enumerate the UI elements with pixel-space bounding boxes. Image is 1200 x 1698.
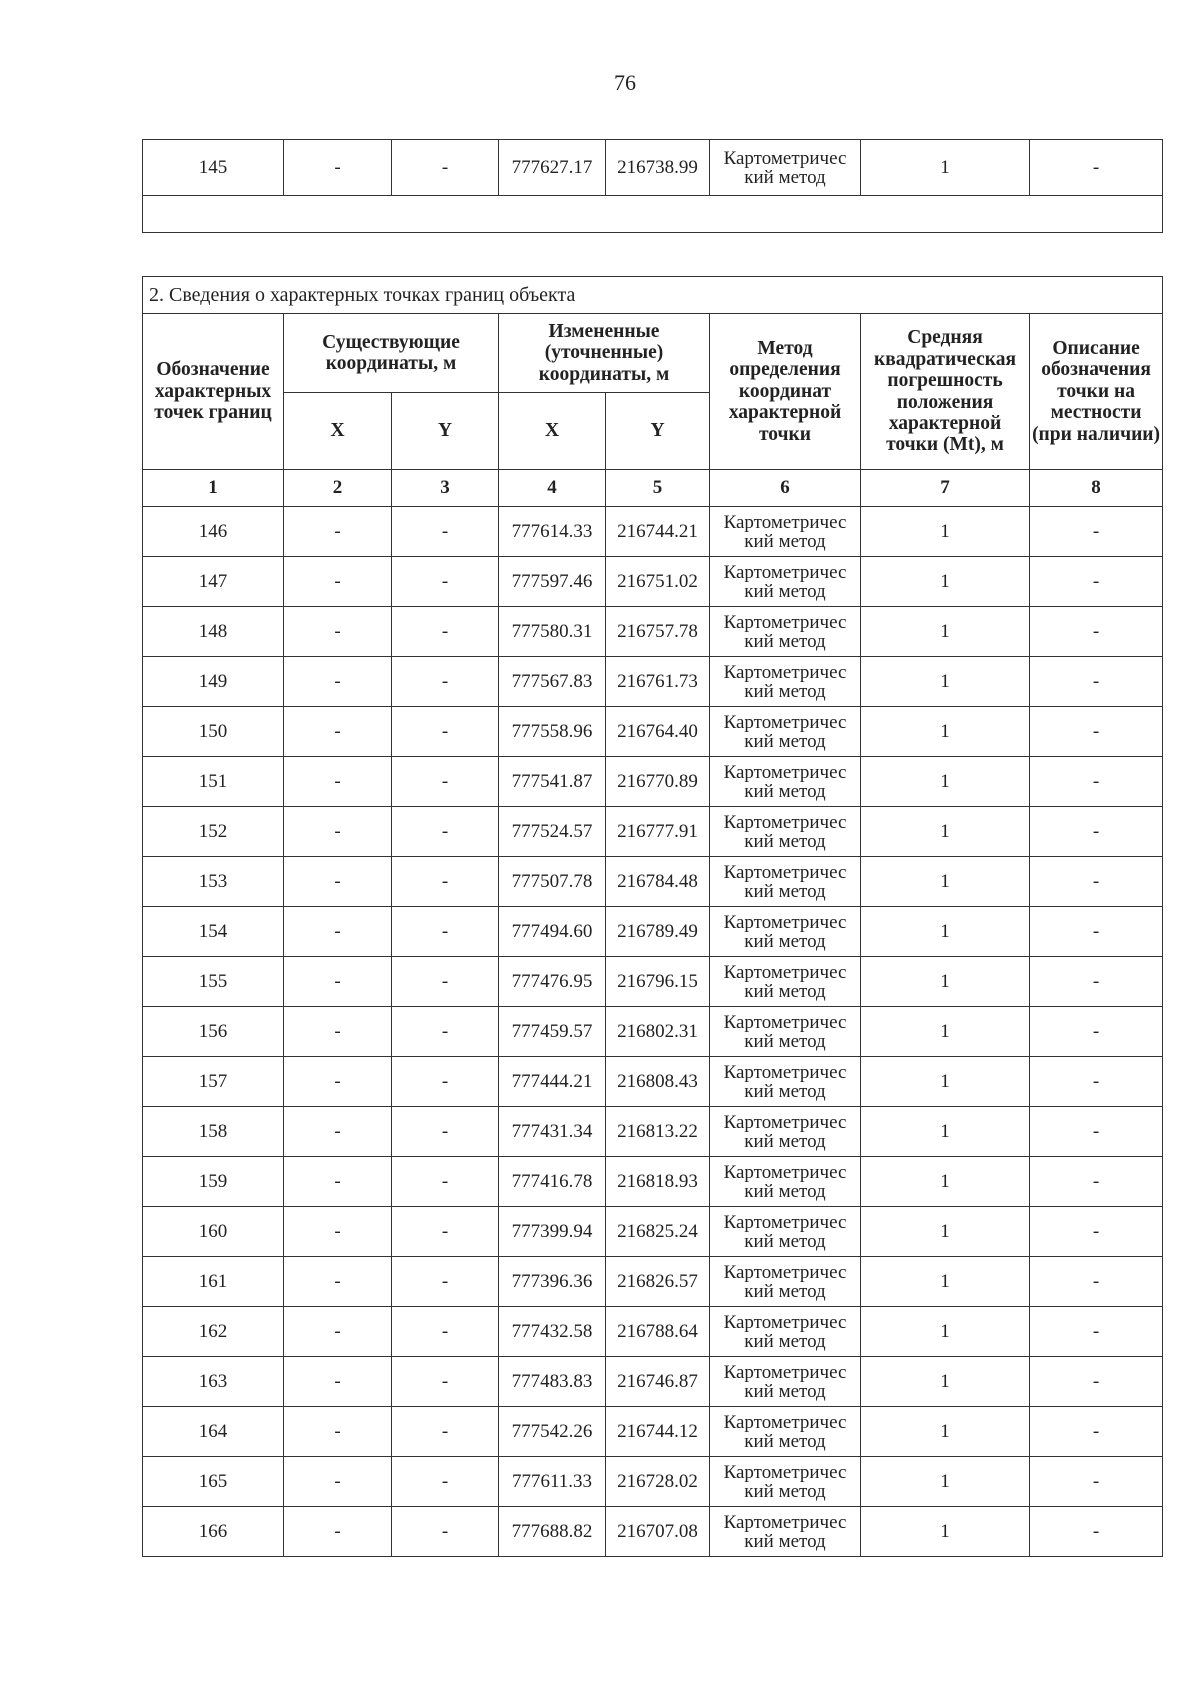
method-line2: кий метод <box>744 1180 826 1202</box>
method-line2: кий метод <box>744 530 826 552</box>
point-number: 147 <box>143 557 284 607</box>
method-line1: Картометричес <box>723 661 847 683</box>
method-line2: кий метод <box>744 1230 826 1252</box>
method-line2: кий метод <box>744 630 826 652</box>
point-description: - <box>1030 757 1163 807</box>
point-description: - <box>1030 1457 1163 1507</box>
method-line1: Картометричес <box>723 1361 847 1383</box>
column-number: 4 <box>499 470 606 507</box>
method-line1: Картометричес <box>723 611 847 633</box>
existing-y: - <box>392 1407 499 1457</box>
point-number: 160 <box>143 1207 284 1257</box>
mean-error: 1 <box>861 757 1030 807</box>
point-description: - <box>1030 140 1163 196</box>
point-number: 166 <box>143 1507 284 1557</box>
changed-x: 777688.82 <box>499 1507 606 1557</box>
mean-error: 1 <box>861 507 1030 557</box>
changed-x: 777524.57 <box>499 807 606 857</box>
point-number: 151 <box>143 757 284 807</box>
existing-y: - <box>392 857 499 907</box>
mean-error: 1 <box>861 1007 1030 1057</box>
header-row <box>143 314 1163 393</box>
method-line1: Картометричес <box>723 761 847 783</box>
method-cell <box>710 807 861 857</box>
method-line2: кий метод <box>744 1280 826 1302</box>
method-line2: кий метод <box>744 166 826 188</box>
existing-x: - <box>284 1257 392 1307</box>
table-row <box>143 707 1163 757</box>
method-line2: кий метод <box>744 680 826 702</box>
header-mean-error: Средняя квадратическая погрешность положения характерной точки (Mt), м <box>861 314 1030 470</box>
table-row <box>143 557 1163 607</box>
method-line2: кий метод <box>744 1030 826 1052</box>
continuation-table <box>142 139 1163 233</box>
method-line1: Картометричес <box>723 1111 847 1133</box>
existing-x: - <box>284 857 392 907</box>
method-line2: кий метод <box>744 930 826 952</box>
existing-x: - <box>284 707 392 757</box>
method-line1: Картометричес <box>723 1211 847 1233</box>
changed-y: 216744.21 <box>606 507 710 557</box>
changed-y: 216802.31 <box>606 1007 710 1057</box>
method-cell <box>710 657 861 707</box>
point-description: - <box>1030 807 1163 857</box>
method-line1: Картометричес <box>723 1061 847 1083</box>
point-number: 161 <box>143 1257 284 1307</box>
header-changed-coords: Измененные (уточненные) координаты, м <box>499 314 710 393</box>
header-point-designation: Обозначение характерных точек границ <box>143 314 284 470</box>
changed-y: 216746.87 <box>606 1357 710 1407</box>
changed-y: 216808.43 <box>606 1057 710 1107</box>
page-number: 76 <box>614 70 636 95</box>
header-y-existing: Y <box>392 393 499 470</box>
existing-y: - <box>392 557 499 607</box>
method-cell <box>710 707 861 757</box>
method-cell <box>710 1107 861 1157</box>
existing-y: - <box>392 140 499 196</box>
point-description: - <box>1030 707 1163 757</box>
point-number: 152 <box>143 807 284 857</box>
changed-x: 777614.33 <box>499 507 606 557</box>
changed-y: 216825.24 <box>606 1207 710 1257</box>
existing-x: - <box>284 1407 392 1457</box>
method-cell <box>710 957 861 1007</box>
existing-y: - <box>392 1007 499 1057</box>
column-number-row <box>143 470 1163 507</box>
method-line2: кий метод <box>744 1080 826 1102</box>
point-number: 146 <box>143 507 284 557</box>
existing-y: - <box>392 807 499 857</box>
changed-y: 216761.73 <box>606 657 710 707</box>
changed-x: 777580.31 <box>499 607 606 657</box>
empty-cell <box>143 196 1163 233</box>
changed-x: 777494.60 <box>499 907 606 957</box>
existing-x: - <box>284 1007 392 1057</box>
mean-error: 1 <box>861 1407 1030 1457</box>
table-row <box>143 1407 1163 1457</box>
method-cell <box>710 1157 861 1207</box>
existing-x: - <box>284 1357 392 1407</box>
changed-x: 777416.78 <box>499 1157 606 1207</box>
changed-y: 216770.89 <box>606 757 710 807</box>
changed-y: 216789.49 <box>606 907 710 957</box>
point-number: 164 <box>143 1407 284 1457</box>
point-number: 148 <box>143 607 284 657</box>
method-cell <box>710 1457 861 1507</box>
method-cell <box>710 757 861 807</box>
table-row <box>143 857 1163 907</box>
header-x-changed: X <box>499 393 606 470</box>
existing-x: - <box>284 507 392 557</box>
changed-x: 777476.95 <box>499 957 606 1007</box>
point-number: 156 <box>143 1007 284 1057</box>
table-row <box>143 607 1163 657</box>
table-row <box>143 507 1163 557</box>
existing-x: - <box>284 757 392 807</box>
point-description: - <box>1030 657 1163 707</box>
changed-y: 216777.91 <box>606 807 710 857</box>
mean-error: 1 <box>861 1257 1030 1307</box>
mean-error: 1 <box>861 707 1030 757</box>
changed-y: 216813.22 <box>606 1107 710 1157</box>
table-row <box>143 907 1163 957</box>
changed-x: 777611.33 <box>499 1457 606 1507</box>
changed-y: 216744.12 <box>606 1407 710 1457</box>
changed-x: 777483.83 <box>499 1357 606 1407</box>
mean-error: 1 <box>861 1057 1030 1107</box>
method-cell <box>710 1257 861 1307</box>
changed-y: 216818.93 <box>606 1157 710 1207</box>
existing-y: - <box>392 757 499 807</box>
section-title: 2. Сведения о характерных точках границ объекта <box>143 277 1163 314</box>
existing-y: - <box>392 1207 499 1257</box>
mean-error: 1 <box>861 1307 1030 1357</box>
existing-y: - <box>392 1357 499 1407</box>
existing-x: - <box>284 657 392 707</box>
column-number: 7 <box>861 470 1030 507</box>
method-line2: кий метод <box>744 830 826 852</box>
point-number: 145 <box>143 140 284 196</box>
table-row <box>143 140 1163 196</box>
method-cell <box>710 557 861 607</box>
method-line1: Картометричес <box>723 1261 847 1283</box>
changed-y: 216826.57 <box>606 1257 710 1307</box>
point-description: - <box>1030 557 1163 607</box>
method-cell <box>710 507 861 557</box>
point-description: - <box>1030 1157 1163 1207</box>
existing-y: - <box>392 1057 499 1107</box>
point-description: - <box>1030 507 1163 557</box>
existing-y: - <box>392 1457 499 1507</box>
table-row <box>143 657 1163 707</box>
existing-x: - <box>284 607 392 657</box>
method-line2: кий метод <box>744 1530 826 1552</box>
mean-error: 1 <box>861 1457 1030 1507</box>
mean-error: 1 <box>861 1157 1030 1207</box>
existing-y: - <box>392 657 499 707</box>
mean-error: 1 <box>861 807 1030 857</box>
method-line2: кий метод <box>744 1430 826 1452</box>
point-description: - <box>1030 1057 1163 1107</box>
existing-y: - <box>392 1157 499 1207</box>
method-line1: Картометричес <box>723 911 847 933</box>
table-row <box>143 1007 1163 1057</box>
existing-y: - <box>392 957 499 1007</box>
method-line2: кий метод <box>744 1380 826 1402</box>
method-line2: кий метод <box>744 1130 826 1152</box>
mean-error: 1 <box>861 1207 1030 1257</box>
method-cell <box>710 857 861 907</box>
changed-x: 777444.21 <box>499 1057 606 1107</box>
header-y-changed: Y <box>606 393 710 470</box>
mean-error: 1 <box>861 1507 1030 1557</box>
method-cell <box>710 1357 861 1407</box>
table-row <box>143 1457 1163 1507</box>
method-line1: Картометричес <box>723 1011 847 1033</box>
method-cell <box>710 1307 861 1357</box>
mean-error: 1 <box>861 857 1030 907</box>
existing-x: - <box>284 1157 392 1207</box>
existing-x: - <box>284 1457 392 1507</box>
point-number: 153 <box>143 857 284 907</box>
column-number: 2 <box>284 470 392 507</box>
changed-y: 216757.78 <box>606 607 710 657</box>
point-description: - <box>1030 857 1163 907</box>
changed-x: 777432.58 <box>499 1307 606 1357</box>
mean-error: 1 <box>861 607 1030 657</box>
point-description: - <box>1030 1507 1163 1557</box>
column-number: 1 <box>143 470 284 507</box>
method-line1: Картометричес <box>723 811 847 833</box>
method-cell <box>710 907 861 957</box>
existing-x: - <box>284 1057 392 1107</box>
existing-x: - <box>284 1207 392 1257</box>
table-row <box>143 1357 1163 1407</box>
existing-x: - <box>284 140 392 196</box>
method-line1: Картометричес <box>723 561 847 583</box>
table-row <box>143 1057 1163 1107</box>
column-number: 3 <box>392 470 499 507</box>
mean-error: 1 <box>861 1107 1030 1157</box>
existing-x: - <box>284 957 392 1007</box>
table-row <box>143 1207 1163 1257</box>
method-line1: Картометричес <box>723 1411 847 1433</box>
method-line2: кий метод <box>744 1480 826 1502</box>
changed-x: 777627.17 <box>499 140 606 196</box>
table-body <box>143 507 1163 1557</box>
boundary-points-table <box>142 276 1163 1557</box>
column-number: 6 <box>710 470 861 507</box>
point-number: 150 <box>143 707 284 757</box>
existing-y: - <box>392 1257 499 1307</box>
method-line1: Картометричес <box>723 1511 847 1533</box>
spacer-row <box>143 196 1163 233</box>
method-line1: Картометричес <box>723 961 847 983</box>
method-line1: Картометричес <box>723 1161 847 1183</box>
point-description: - <box>1030 957 1163 1007</box>
header-method: Метод определения координат характерной точки <box>710 314 861 470</box>
point-number: 155 <box>143 957 284 1007</box>
method-line2: кий метод <box>744 1330 826 1352</box>
point-number: 159 <box>143 1157 284 1207</box>
method-cell <box>710 1407 861 1457</box>
method-line2: кий метод <box>744 980 826 1002</box>
method-cell <box>710 1507 861 1557</box>
changed-x: 777431.34 <box>499 1107 606 1157</box>
table-row <box>143 1507 1163 1557</box>
changed-y: 216728.02 <box>606 1457 710 1507</box>
changed-x: 777567.83 <box>499 657 606 707</box>
point-description: - <box>1030 607 1163 657</box>
method-cell <box>710 1057 861 1107</box>
table-row <box>143 757 1163 807</box>
changed-x: 777507.78 <box>499 857 606 907</box>
changed-x: 777459.57 <box>499 1007 606 1057</box>
table-row <box>143 1157 1163 1207</box>
existing-x: - <box>284 907 392 957</box>
mean-error: 1 <box>861 1357 1030 1407</box>
changed-y: 216707.08 <box>606 1507 710 1557</box>
changed-y: 216751.02 <box>606 557 710 607</box>
changed-x: 777558.96 <box>499 707 606 757</box>
method-line1: Картометричес <box>723 511 847 533</box>
changed-x: 777597.46 <box>499 557 606 607</box>
changed-y: 216796.15 <box>606 957 710 1007</box>
point-description: - <box>1030 1407 1163 1457</box>
point-number: 163 <box>143 1357 284 1407</box>
point-description: - <box>1030 1257 1163 1307</box>
existing-x: - <box>284 1107 392 1157</box>
method-cell <box>710 1207 861 1257</box>
method-line1: Картометричес <box>723 1461 847 1483</box>
method-line1: Картометричес <box>723 147 847 169</box>
existing-x: - <box>284 807 392 857</box>
existing-y: - <box>392 607 499 657</box>
changed-x: 777399.94 <box>499 1207 606 1257</box>
mean-error: 1 <box>861 907 1030 957</box>
method-line1: Картометричес <box>723 1311 847 1333</box>
method-line2: кий метод <box>744 580 826 602</box>
point-description: - <box>1030 1357 1163 1407</box>
point-number: 162 <box>143 1307 284 1357</box>
existing-y: - <box>392 507 499 557</box>
point-number: 158 <box>143 1107 284 1157</box>
header-existing-coords: Существующие координаты, м <box>284 314 499 393</box>
existing-x: - <box>284 1507 392 1557</box>
changed-x: 777541.87 <box>499 757 606 807</box>
existing-y: - <box>392 1107 499 1157</box>
table-row <box>143 1307 1163 1357</box>
point-description: - <box>1030 1007 1163 1057</box>
table-row <box>143 807 1163 857</box>
method-line1: Картометричес <box>723 861 847 883</box>
changed-x: 777396.36 <box>499 1257 606 1307</box>
method-cell <box>710 1007 861 1057</box>
method-cell <box>710 607 861 657</box>
existing-y: - <box>392 907 499 957</box>
point-description: - <box>1030 1307 1163 1357</box>
existing-y: - <box>392 707 499 757</box>
changed-y: 216738.99 <box>606 140 710 196</box>
table-row <box>143 957 1163 1007</box>
method-cell <box>710 140 861 196</box>
mean-error: 1 <box>861 657 1030 707</box>
header-x-existing: X <box>284 393 392 470</box>
method-line2: кий метод <box>744 780 826 802</box>
point-description: - <box>1030 907 1163 957</box>
point-number: 157 <box>143 1057 284 1107</box>
mean-error: 1 <box>861 140 1030 196</box>
existing-y: - <box>392 1507 499 1557</box>
column-number: 5 <box>606 470 710 507</box>
existing-y: - <box>392 1307 499 1357</box>
table-row <box>143 1107 1163 1157</box>
method-line1: Картометричес <box>723 711 847 733</box>
existing-x: - <box>284 557 392 607</box>
changed-y: 216784.48 <box>606 857 710 907</box>
mean-error: 1 <box>861 557 1030 607</box>
point-number: 149 <box>143 657 284 707</box>
mean-error: 1 <box>861 957 1030 1007</box>
point-number: 165 <box>143 1457 284 1507</box>
method-line2: кий метод <box>744 880 826 902</box>
method-line2: кий метод <box>744 730 826 752</box>
header-description: Описание обозначения точки на местности (при наличии) <box>1030 314 1163 470</box>
changed-y: 216788.64 <box>606 1307 710 1357</box>
changed-x: 777542.26 <box>499 1407 606 1457</box>
changed-y: 216764.40 <box>606 707 710 757</box>
point-description: - <box>1030 1107 1163 1157</box>
point-number: 154 <box>143 907 284 957</box>
table-row <box>143 1257 1163 1307</box>
point-description: - <box>1030 1207 1163 1257</box>
section-title-row <box>143 277 1163 314</box>
column-number: 8 <box>1030 470 1163 507</box>
existing-x: - <box>284 1307 392 1357</box>
